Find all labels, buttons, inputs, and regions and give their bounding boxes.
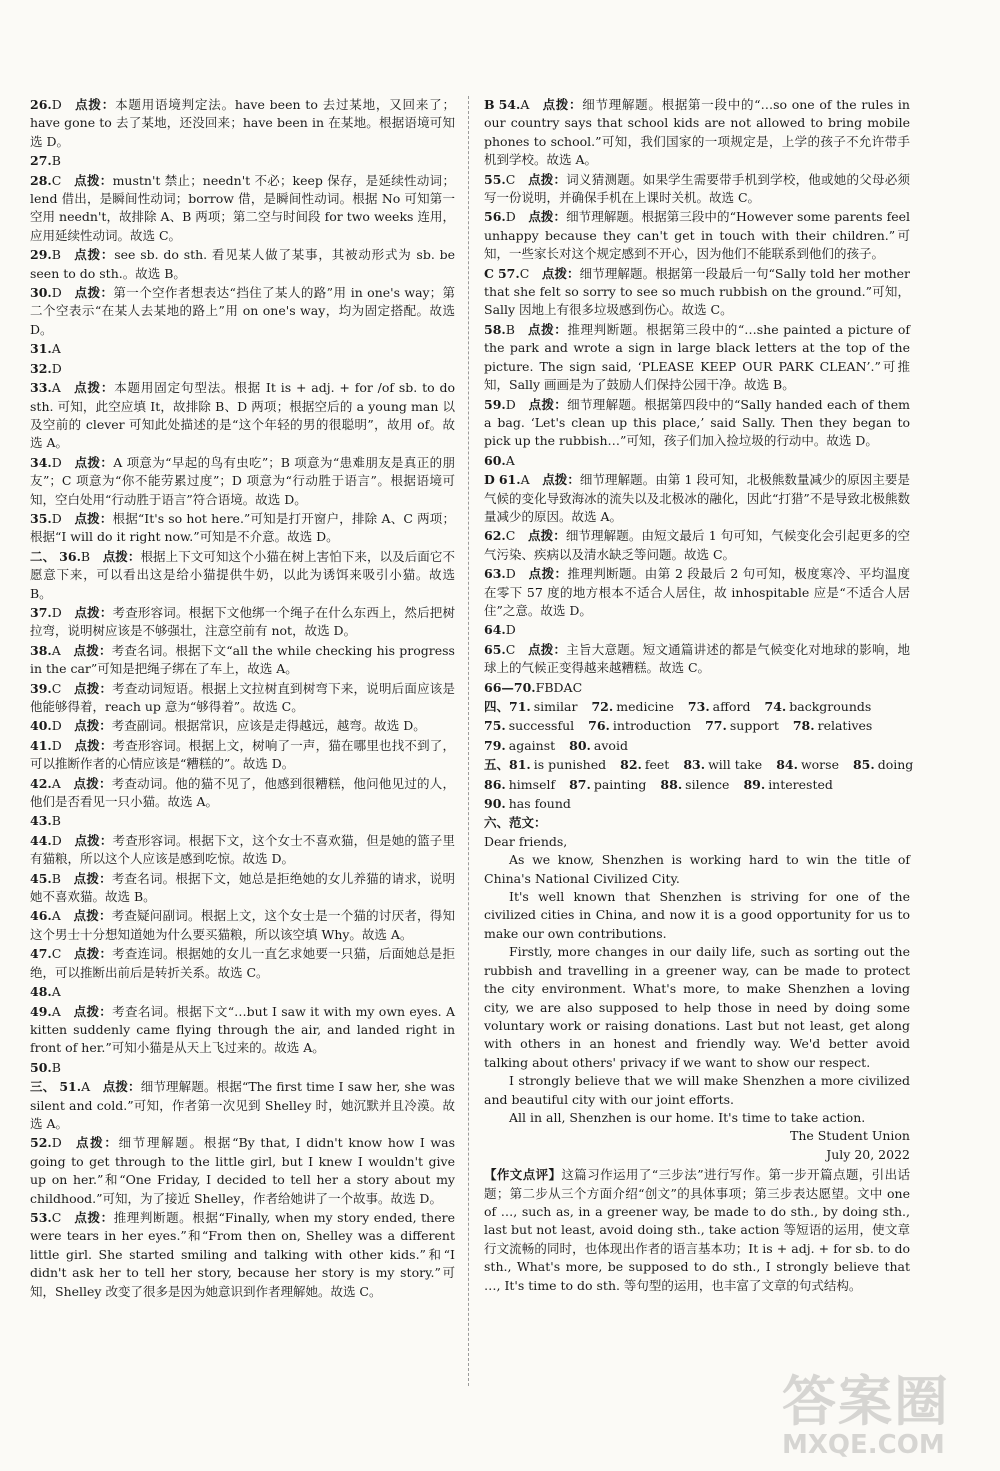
answer-word: medicine (616, 699, 674, 714)
watermark-url: MXQE.COM (782, 1430, 945, 1460)
answer-choice: D (51, 737, 62, 753)
answer-word: backgrounds (789, 699, 872, 714)
answer-entry (30, 775, 455, 812)
essay-paragraph: I strongly believe that we will make Shenzhen a more civilized and beautiful city with our joint efforts. (484, 1073, 910, 1107)
answer-choice: A (51, 642, 61, 658)
question-number: 83. (683, 757, 706, 773)
explanation-text: see sb. do sth. 看见某人做了某事，其被动形式为 sb. be seen to do sth.。故选 B。 (30, 247, 455, 281)
answer-choice: C (51, 1209, 62, 1225)
hint-label: 点拨： (74, 604, 113, 620)
question-number: 54. (498, 97, 521, 112)
question-number: 84. (776, 757, 798, 773)
fill-answer (620, 756, 669, 774)
hint-label: 点拨： (528, 566, 568, 582)
section-marker: 四、 (484, 699, 510, 714)
essay-paragraph: It's well known that Shenzhen is striving for one of the civilized cities in China, and now it is a good opportunity for us to make our own contributions. (484, 889, 910, 941)
fill-answer-row (484, 756, 914, 774)
question-number: 32. (30, 360, 52, 376)
question-number: 82. (620, 757, 642, 773)
explanation-text: 考查连词。根据她的女儿一直乞求她要一只猫，后面她总是拒绝，可以推断出前后是转折关系。故选 C。 (30, 946, 455, 980)
essay-paragraph: All in all, Shenzhen is our home. It's time to take action. (509, 1109, 866, 1125)
answer-entry (484, 96, 910, 170)
answer-choice: B (51, 153, 61, 169)
hint-label: 点拨： (527, 321, 568, 337)
question-number: 64. (484, 622, 506, 638)
answer-choice: C (505, 528, 516, 544)
hint-label: 点拨： (73, 946, 113, 962)
answer-entry (30, 284, 455, 339)
question-number: 80. (569, 737, 591, 753)
answer-word: against (508, 737, 556, 753)
answer-word: worse (800, 757, 839, 773)
explanation-text: 考查名词。根据下文“all the while checking his progress in the car”可知是把绳子绑在了车上，故选 A。 (30, 642, 455, 677)
hint-label: 点拨： (527, 528, 566, 544)
hint-label: 点拨： (73, 908, 112, 924)
essay-heading: 六、范文： (484, 815, 547, 831)
answer-entry (484, 471, 910, 526)
question-number: 74. (764, 699, 787, 714)
explanation-text: 推理判断题。根据“Finally, when my story ended, there were tears in her eyes.”和“From then on, Shelley was a different little girl. She started smiling and talking with other kids.”和“I didn't ask her to tell her story, because her story is my story.”可知，Shelley 改变了很多是因为她意识到作者理解她。故选 C。 (30, 1209, 455, 1299)
answer-choice: B (51, 870, 61, 886)
hint-label: 点拨： (541, 97, 583, 112)
explanation-text: 本题用固定句型法。根据 It is + adj. + for /of sb. to do sth. 可知，此空应填 It，故排除 B、D 两项；根据空后的 a young man 以及空前的 clever 可知此处描述的是“这个年轻的男的很聪明”，故用 of。故选 A。 (30, 380, 455, 451)
fill-answer-row (484, 795, 910, 813)
explanation-text: 考查名词。根据下文，她总是拒绝她的女儿养猫的请求，说明她不喜欢猫。故选 B。 (30, 870, 455, 905)
fill-answer (569, 776, 646, 794)
question-number: 55. (484, 171, 506, 187)
section-marker: 二、 (30, 548, 56, 564)
hint-label: 点拨： (74, 510, 113, 526)
answer-word: similar (533, 699, 578, 714)
answer-entry (484, 452, 910, 470)
fill-answer (484, 776, 555, 794)
answer-choice: A (520, 472, 530, 488)
answer-choice: D (505, 622, 516, 638)
question-number: 76. (588, 718, 610, 734)
explanation-text: 考查疑问副词。根据上文，这个女士是一个猫的讨厌者，得知这个男士十分想知道她为什么要买猫粮，所以该空填 Why。故选 A。 (30, 908, 455, 942)
answer-entry (30, 379, 455, 453)
answer-choice: C (51, 946, 62, 962)
hint-label: 点拨： (73, 1209, 114, 1225)
question-number: 61. (498, 472, 521, 488)
answer-word: afford (712, 699, 751, 714)
answer-choice: C (51, 172, 62, 188)
question-number: 51. (59, 1079, 82, 1095)
hint-label: 点拨： (541, 265, 580, 281)
question-number: 90. (484, 796, 506, 812)
answer-choice: B (80, 548, 91, 564)
question-number: 88. (660, 776, 683, 792)
answer-entry (30, 510, 455, 547)
question-number: 50. (30, 1059, 52, 1075)
fill-answer (484, 737, 555, 755)
fill-answer (484, 717, 574, 735)
answer-entry (30, 870, 455, 907)
hint-label: 点拨： (73, 172, 113, 188)
question-number: 43. (30, 813, 52, 829)
question-number: 35. (30, 510, 52, 526)
answer-entry (30, 945, 455, 982)
question-number: 86. (484, 776, 506, 792)
answer-choice: D (505, 396, 516, 412)
answer-entry (484, 208, 910, 263)
section-marker: B (484, 97, 495, 112)
explanation-text: 细节理解题。根据第三段中的“However some parents feel unhappy because they can't get in touch with their children.”可知，一些家长对这个规定感到不开心，因为他们不能联系到他们的孩子。 (484, 209, 910, 262)
section-five-answers (484, 756, 914, 813)
answer-entry (30, 737, 455, 774)
answer-choice: A (51, 908, 61, 924)
explanation-text: 推理判断题。由第 2 段最后 2 句可知，极度寒冷、平均温度在零下 57 度的地方根本不适合人居住，故 inhospitable 应是“不适合人居住”之意。故选 D。 (484, 566, 910, 618)
explanation-text: 细节理解题。根据“The first time I saw her, she was silent and cold.”可知，作者第一次见到 Shelley 时，她沉默并且冷漠。故选 A。 (30, 1079, 455, 1131)
section-marker: 五、 (484, 757, 510, 773)
explanation-text: 考查动词短语。根据上文拉树直到树弯下来，说明后面应该是他能够得着，reach up 意为“够得着”。故选 C。 (30, 680, 455, 714)
explanation-text: 第一个空作者想表达“挡住了某人的路”用 in one's way；第二个空表示“在某人去某地的路上”用 on one's way，均为固定搭配。故选 D。 (30, 285, 455, 337)
answer-choice: D (51, 1135, 62, 1151)
question-number: 40. (30, 718, 52, 734)
answer-choice: D (51, 718, 62, 734)
section-marker: D (484, 472, 495, 488)
question-number: 27. (30, 153, 52, 169)
comment-text: 这篇习作运用了“三步法”进行写作。第一步开篇点题，引出话题；第二步从三个方面介绍“创文”的具体事项；第三步表达愿望。文中 one of …, such as, in a greener way, be made to do sth., by doing sth., last but not least, avoid doing sth., take action 等短语的运用，使文章行文流畅的同时，也体现出作者的语言基本功；It is + adj. + for sb. to do sth., What's more, be supposed to do sth., I strongly believe that …, It's time to do sth. 等句型的运用，也丰富了文章的句式结构。 (484, 1167, 910, 1293)
explanation-text: 考查形容词。根据下文他绑一个绳子在什么东西上，然后把树拉弯，说明树应该是不够强壮，注意空前有 not，故选 D。 (30, 604, 455, 639)
answer-entry (30, 152, 455, 170)
answer-choice: A (520, 97, 530, 112)
question-number: 58. (484, 321, 506, 337)
question-number: 30. (30, 285, 52, 301)
question-number: 79. (484, 737, 506, 753)
hint-label: 点拨： (528, 396, 568, 412)
answer-entry (30, 548, 455, 603)
answer-choice: D (51, 97, 62, 112)
fill-answer (776, 756, 839, 774)
answer-word: relatives (817, 718, 873, 734)
question-number: 57. (497, 265, 520, 281)
answer-word: is punished (533, 757, 607, 773)
fill-answer (660, 776, 729, 794)
answer-entry (30, 604, 455, 641)
answer-choice: B (505, 321, 515, 337)
question-number: 41. (30, 737, 52, 753)
answer-choice: A (505, 452, 515, 468)
question-number: 39. (30, 680, 52, 696)
answer-entry (30, 983, 455, 1001)
explanation-text: A 项意为“早起的鸟有虫吃”；B 项意为“患难朋友是真正的朋友”；C 项意为“你不能劳累过度”；D 项意为“行动胜于语言”。根据语境可知，空白处用“行动胜于语言”符合语境。故选 D。 (30, 454, 455, 507)
question-number: 66—70. (484, 679, 536, 695)
fill-answer (591, 698, 673, 716)
answer-entry (30, 172, 455, 246)
hint-label: 点拨： (528, 209, 567, 225)
fill-answer-row (484, 737, 910, 755)
essay-salutation: Dear friends, (484, 833, 568, 849)
answer-choice: A (81, 1079, 91, 1095)
hint-label: 点拨： (102, 1079, 141, 1095)
hint-label: 点拨： (73, 247, 115, 263)
hint-label: 点拨： (527, 171, 567, 187)
question-number: 87. (569, 776, 591, 792)
answer-entry (30, 812, 455, 830)
essay-signature-org: The Student Union (789, 1128, 910, 1144)
answer-choice: D (51, 285, 62, 301)
section-marker: 三、 (30, 1079, 56, 1095)
essay-paragraph: As we know, Shenzhen is working hard to win the title of China's National Civilized City. (484, 852, 910, 886)
answer-word: himself (508, 776, 556, 792)
answer-choice: D (51, 510, 62, 526)
explanation-text: 考查副词。根据常识，应该是走得越远，越弯。故选 D。 (111, 718, 426, 734)
answer-entry (30, 1209, 455, 1301)
hint-label: 点拨： (74, 285, 114, 301)
answer-entry (484, 527, 910, 564)
answer-choice: B (51, 813, 61, 829)
hint-label: 点拨： (73, 642, 112, 658)
answer-word: painting (593, 776, 647, 792)
answer-entry (30, 832, 455, 869)
answer-entry (30, 340, 455, 358)
answer-entry (484, 641, 910, 678)
question-number: 38. (30, 642, 52, 658)
answer-entry (30, 680, 455, 717)
question-number: 37. (30, 604, 52, 620)
fill-answer (683, 756, 762, 774)
answer-entry (484, 171, 910, 208)
question-number: 42. (30, 775, 52, 791)
hint-label: 点拨： (74, 718, 112, 734)
answer-choice: A (51, 775, 61, 791)
answer-word: feet (644, 757, 670, 773)
right-entries (484, 96, 910, 697)
explanation-text: mustn't 禁止；needn't 不必；keep 保存，是延续性动词；lend 借出，是瞬间性动词；borrow 借，是瞬间性动词。根据 No 可知第一空用 needn't，故排除 A、B 两项；第二空与时间段 for two weeks 连用，应用延续性动词。故选 C。 (30, 172, 455, 243)
hint-label: 点拨： (73, 775, 112, 791)
explanation-text: 根据上下文可知这个小猫在树上害怕下来，以及后面它不愿意下来，可以看出这是给小猫提供牛奶，以此为诱饵来吸引小猫。故选 B。 (30, 548, 455, 601)
explanation-text: 细节理解题。根据“By that, I didn't know how I was going to get through to the little girl, but I knew I wouldn't give up on her.”和“One Friday, I decided to tell her a story about my childhood.”可知，为了接近 Shelley，作者给她讲了一个故事。故选 D。 (30, 1135, 455, 1206)
answer-choice: D (51, 454, 62, 470)
question-number: 53. (30, 1209, 52, 1225)
answer-choice: A (51, 341, 61, 357)
answer-entry (30, 1134, 455, 1208)
fill-answer (588, 717, 691, 735)
hint-label: 点拨： (74, 1135, 119, 1151)
explanation-text: 细节理解题。由短文最后 1 句可知，气候变化会引起更多的空气污染、疾病以及清水缺乏等问题。故选 C。 (484, 528, 910, 562)
fill-answer-row (484, 717, 910, 735)
answer-choice: B (51, 247, 61, 263)
question-number: 73. (687, 699, 710, 714)
question-number: 28. (30, 172, 52, 188)
comment-tag: 【作文点评】 (484, 1167, 562, 1183)
explanation-text: 推理判断题。根据第三段中的“…she painted a picture of the park and wrote a sign in large black letters at the top of the picture. The sign said, ‘PLEASE KEEP OUR PARK CLEAN’.”可推知，Sally 画画是为了鼓励人们保持公园干净。故选 B。 (484, 321, 910, 393)
hint-label: 点拨： (74, 832, 113, 848)
answer-entry (484, 679, 910, 697)
answer-choice: D (51, 360, 62, 376)
answer-word: silence (685, 776, 730, 792)
question-number: 81. (509, 757, 531, 773)
fill-answer-row (484, 776, 910, 794)
question-number: 85. (852, 757, 875, 773)
question-number: 26. (30, 97, 52, 112)
answer-choice: B (51, 1059, 61, 1075)
answer-entry (30, 642, 455, 679)
section-marker: C (484, 265, 494, 281)
explanation-text: 词义猜测题。如果学生需要带手机到学校，他或她的父母必须写一份说明，并确保手机在上课时关机。故选 C。 (484, 171, 910, 206)
question-number: 44. (30, 832, 52, 848)
question-number: 34. (30, 454, 52, 470)
question-number: 33. (30, 380, 52, 396)
answer-choice: C (505, 641, 516, 657)
answer-choice: C (505, 171, 516, 187)
answer-entry (30, 1003, 455, 1058)
sample-essay (484, 814, 910, 1164)
fill-answer (743, 776, 832, 794)
hint-label: 点拨： (74, 737, 113, 753)
left-column (30, 96, 455, 1302)
explanation-text: 根据“It's so hot here.”可知是打开窗户，排除 A、C 两项；根据“I will do it right now.”可知是不介意。故选 D。 (30, 510, 455, 545)
question-number: 31. (30, 341, 52, 357)
answer-choice: D (505, 566, 516, 582)
answer-word: interested (768, 776, 833, 792)
question-number: 36. (59, 548, 81, 564)
answer-entry (484, 321, 910, 395)
answer-choice: A (51, 984, 61, 1000)
fill-answer (793, 717, 872, 735)
explanation-text: 细节理解题。根据第四段中的“Sally handed each of them a bag. ‘Let's clean up this place,’ said Sally. Then they began to pick up the rubbish…”可知，孩子们加入捡垃圾的行动中。故选 D。 (484, 396, 910, 449)
question-number: 62. (484, 528, 506, 544)
explanation-text: 本题用语境判定法。have been to 去过某地，又回来了；have gone to 去了某地，还没回来；have been in 在某地。根据语境可知选 D。 (30, 97, 455, 149)
answer-word: introduction (612, 718, 692, 734)
answer-entry (30, 907, 455, 944)
question-number: 56. (484, 209, 506, 225)
answer-choice: A (51, 1003, 61, 1019)
explanation-text: 细节理解题。根据第一段最后一句“Sally told her mother that she felt so sorry to see so much rubbish on the ground.”可知，Sally 因地上有很多垃圾感到伤心。故选 C。 (484, 265, 910, 318)
answer-entry (30, 1059, 455, 1077)
question-number: 75. (484, 718, 506, 734)
answer-entry (484, 396, 910, 451)
fill-answer (688, 698, 751, 716)
answer-word: avoid (593, 737, 628, 753)
answer-choice: C (51, 680, 62, 696)
answer-word: doing (877, 757, 914, 773)
fill-answer (484, 795, 571, 813)
answer-entry (30, 246, 455, 283)
answer-word: support (729, 718, 779, 734)
explanation-text: 考查名词。根据下文“…but I saw it with my own eyes. A kitten suddenly came flying through the air, and landed right in front of her.”可知小猫是从天上飞过来的。故选 A。 (30, 1003, 455, 1056)
hint-label: 点拨： (73, 380, 115, 396)
hint-label: 点拨： (74, 454, 114, 470)
answer-choice: A (51, 380, 61, 396)
answer-entry (30, 454, 455, 509)
answer-word: successful (508, 718, 575, 734)
essay-signature-date: July 20, 2022 (826, 1146, 910, 1162)
question-number: 65. (484, 641, 506, 657)
question-number: 49. (30, 1003, 52, 1019)
answer-choice: C (519, 265, 530, 281)
column-divider (468, 96, 469, 1386)
answer-entry (30, 360, 455, 378)
fill-answer-row (484, 698, 910, 716)
question-number: 47. (30, 946, 52, 962)
fill-answer (509, 756, 606, 774)
answer-choice: FBDAC (535, 679, 583, 695)
answer-entry (30, 1078, 455, 1133)
question-number: 60. (484, 452, 506, 468)
hint-label: 点拨： (102, 548, 141, 564)
essay-paragraph: Firstly, more changes in our daily life, such as sorting out the rubbish and travelling in a greener way, can be made to protect the city environment. What's more, to make Shenzhen a loving city, we are also supposed to help those in need by doing some voluntary work or raising donations. Last but not least, get along with others in an honest and friendly way. We'd better avoid talking about others' privacy if we want to show our respect. (484, 944, 910, 1070)
hint-label: 点拨： (73, 680, 113, 696)
question-number: 72. (591, 699, 614, 714)
question-number: 77. (705, 718, 727, 734)
question-number: 52. (30, 1135, 52, 1151)
question-number: 63. (484, 566, 506, 582)
question-number: 78. (792, 718, 815, 734)
answer-choice: D (51, 604, 62, 620)
fill-answer (509, 698, 577, 716)
right-column (484, 96, 914, 1295)
hint-label: 点拨： (542, 472, 580, 488)
section-four-answers (484, 698, 910, 755)
answer-choice: D (505, 209, 516, 225)
answer-entry (30, 717, 455, 735)
question-number: 89. (743, 776, 766, 792)
question-number: 46. (30, 908, 52, 924)
answer-choice: D (51, 832, 62, 848)
question-number: 45. (30, 870, 52, 886)
fill-answer (853, 756, 913, 774)
answer-entry (30, 96, 455, 151)
answer-word: has found (508, 796, 571, 812)
question-number: 48. (30, 984, 52, 1000)
watermark-mark: 答案圈 (782, 1370, 950, 1433)
answer-entry (484, 265, 910, 320)
explanation-text: 细节理解题。由第 1 段可知，北极熊数量减少的原因主要是气候的变化导致海冰的流失以及北极冰的融化，因此“打猎”不是导致北极熊数量减少的原因。故选 A。 (484, 472, 910, 524)
answer-entry (484, 565, 910, 620)
answer-word: will take (708, 757, 763, 773)
explanation-text: 细节理解题。根据第一段中的“…so one of the rules in our country says that school kids are not allowed to bring mobile phones to school.”可知，我们国家的一项规定是，上学的孩子不允许带手机到学校。故选 A。 (484, 97, 910, 168)
hint-label: 点拨： (74, 97, 116, 112)
answer-entry (484, 621, 910, 639)
fill-answer (569, 737, 628, 755)
fill-answer (705, 717, 779, 735)
fill-answer (765, 698, 872, 716)
question-number: 59. (484, 396, 506, 412)
explanation-text: 考查形容词。根据下文，这个女士不喜欢猫，但是她的篮子里有猫粮，所以这个人应该是感到吃惊。故选 D。 (30, 832, 455, 867)
explanation-text: 考查动词。他的猫不见了，他感到很糟糕，他问他见过的人，他们是否看见一只小猫。故选 A。 (30, 775, 455, 810)
question-number: 29. (30, 247, 52, 263)
question-number: 71. (509, 699, 531, 714)
watermark-logo (782, 1370, 982, 1463)
essay-comment (484, 1166, 910, 1295)
hint-label: 点拨： (73, 1003, 113, 1019)
explanation-text: 考查形容词。根据上文，树响了一声，猫在哪里也找不到了，可以推断作者的心情应该是“糟糕的”。故选 D。 (30, 737, 455, 772)
hint-label: 点拨： (527, 641, 567, 657)
hint-label: 点拨： (73, 870, 112, 886)
explanation-text: 主旨大意题。短文通篇讲述的都是气候变化对地球的影响，地球上的气候正变得越来越糟糕。故选 C。 (484, 641, 910, 676)
